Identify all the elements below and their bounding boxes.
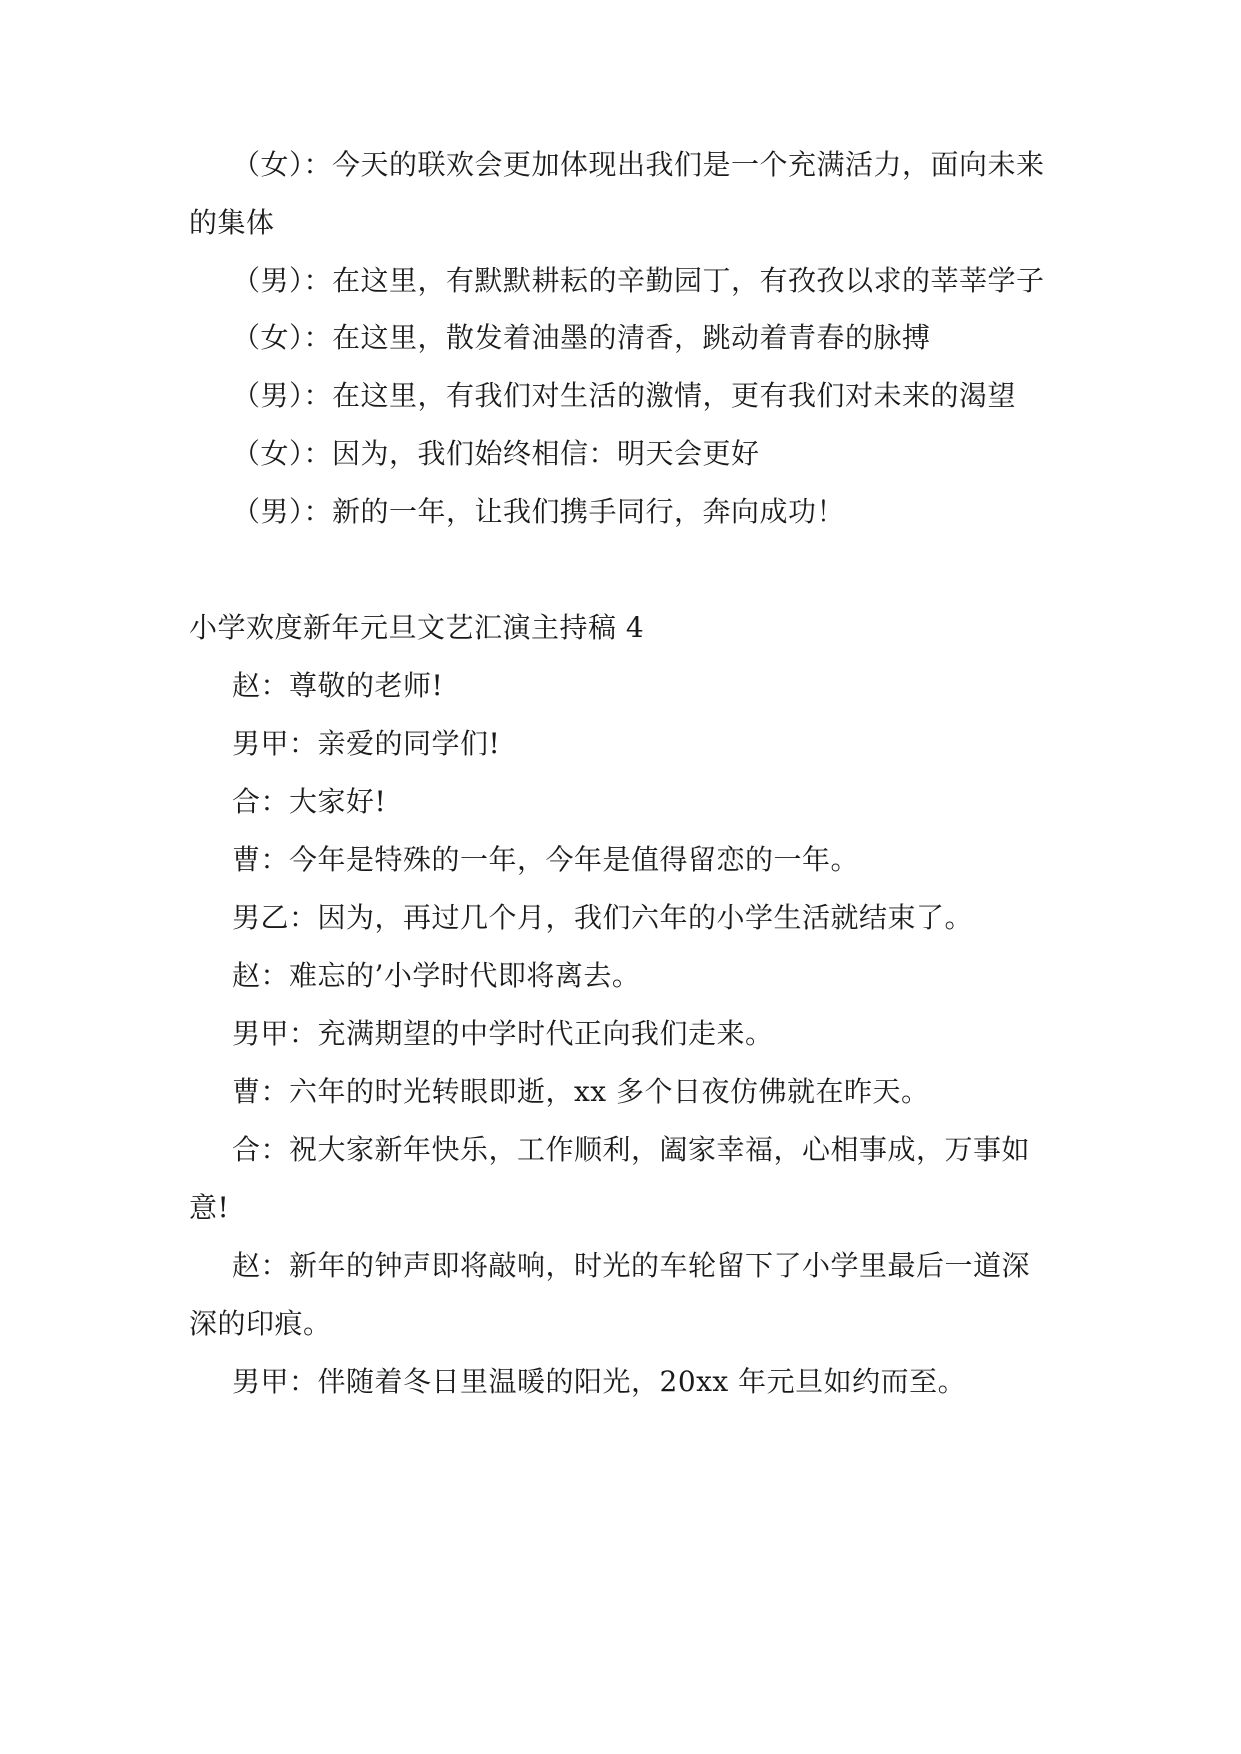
dialogue-line-continuation: 深的印痕。: [189, 1307, 332, 1340]
dialogue-line: 男乙：因为，再过几个月，我们六年的小学生活就结束了。: [232, 901, 974, 934]
dialogue-line: （女）：因为，我们始终相信：明天会更好: [232, 437, 760, 470]
dialogue-line: 男甲：亲爱的同学们!: [232, 727, 501, 760]
dialogue-line: （男）：在这里，有默默耕耘的辛勤园丁，有孜孜以求的莘莘学子: [232, 264, 1045, 297]
dialogue-line: 男甲：伴随着冬日里温暖的阳光，20xx 年元旦如约而至。: [232, 1365, 967, 1398]
dialogue-line: （男）：在这里，有我们对生活的激情，更有我们对未来的渴望: [232, 379, 1017, 412]
section-heading: 小学欢度新年元旦文艺汇演主持稿 4: [189, 611, 645, 644]
dialogue-line-continuation: 的集体: [189, 206, 275, 239]
dialogue-line: 合：祝大家新年快乐，工作顺利，阖家幸福，心相事成，万事如: [232, 1133, 1031, 1166]
dialogue-line: 男甲：充满期望的中学时代正向我们走来。: [232, 1017, 774, 1050]
dialogue-line: 合：大家好!: [232, 785, 387, 818]
dialogue-line: （女）：今天的联欢会更加体现出我们是一个充满活力，面向未来: [232, 148, 1045, 181]
dialogue-line: 曹：六年的时光转眼即逝，xx 多个日夜仿佛就在昨天。: [232, 1075, 930, 1108]
dialogue-line: 赵：新年的钟声即将敲响，时光的车轮留下了小学里最后一道深: [232, 1249, 1031, 1282]
dialogue-line: 赵：尊敬的老师!: [232, 669, 444, 702]
dialogue-line: 赵：难忘的’小学时代即将离去。: [232, 959, 641, 992]
dialogue-line: （男）：新的一年，让我们携手同行，奔向成功！: [232, 495, 846, 528]
dialogue-line-continuation: 意!: [189, 1191, 230, 1224]
dialogue-line: 曹：今年是特殊的一年，今年是值得留恋的一年。: [232, 843, 860, 876]
dialogue-line: （女）：在这里，散发着油墨的清香，跳动着青春的脉搏: [232, 321, 931, 354]
